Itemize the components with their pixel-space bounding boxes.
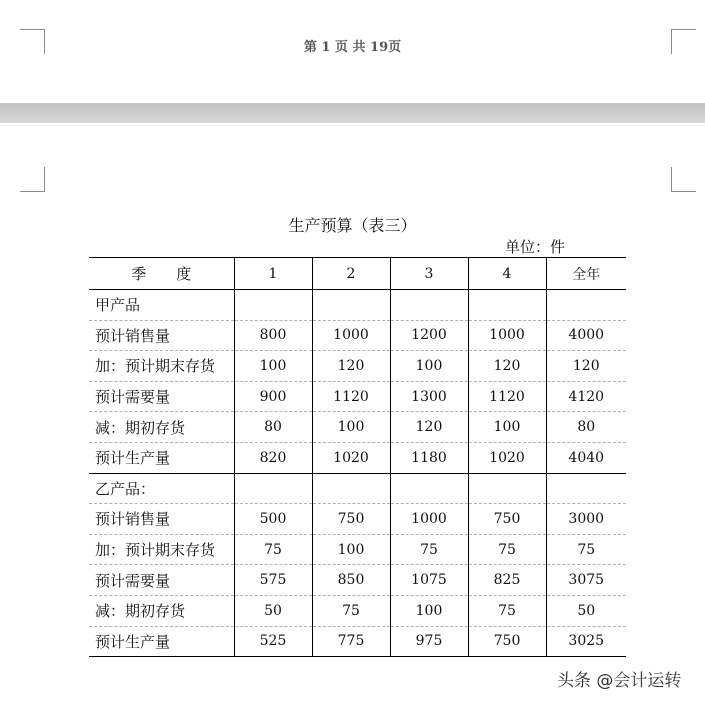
- table-cell: 100: [312, 534, 390, 565]
- row-label: 预计生产量: [89, 442, 234, 473]
- column-header: 1: [234, 258, 312, 290]
- table-cell: [390, 473, 468, 504]
- table-cell: 850: [312, 565, 390, 596]
- table-cell: 1000: [390, 504, 468, 535]
- table-cell: 75: [234, 534, 312, 565]
- table-cell: [468, 290, 546, 321]
- table-cell: [546, 290, 626, 321]
- table-cell: 4120: [546, 381, 626, 412]
- table-cell: 75: [468, 534, 546, 565]
- document-title: 生产预算（表三）: [288, 216, 417, 235]
- column-header: 全年: [546, 258, 626, 290]
- column-header: 4: [468, 258, 546, 290]
- table-cell: 1000: [312, 320, 390, 351]
- table-cell: [546, 473, 626, 504]
- table-cell: 800: [234, 320, 312, 351]
- table-row: [89, 534, 626, 565]
- table-row: [89, 351, 626, 382]
- unit-label: 单位：件: [505, 238, 566, 256]
- table-row: [89, 442, 626, 473]
- page-corner-mark: [671, 167, 696, 192]
- table-cell: [468, 473, 546, 504]
- table-cell: 3000: [546, 504, 626, 535]
- table-cell: 820: [234, 442, 312, 473]
- table-cell: 100: [234, 351, 312, 382]
- row-label: 甲产品: [89, 290, 234, 321]
- table-cell: 50: [234, 595, 312, 626]
- table-cell: 120: [312, 351, 390, 382]
- table-cell: 3025: [546, 626, 626, 657]
- page-corner-mark: [20, 167, 45, 192]
- row-label: 乙产品：: [89, 473, 234, 504]
- table-cell: [390, 290, 468, 321]
- table-cell: 75: [390, 534, 468, 565]
- table-cell: 4000: [546, 320, 626, 351]
- table-cell: 4040: [546, 442, 626, 473]
- row-label: 减：期初存货: [89, 412, 234, 443]
- table-cell: 100: [390, 595, 468, 626]
- table-cell: 575: [234, 565, 312, 596]
- column-header: 2: [312, 258, 390, 290]
- table-cell: 500: [234, 504, 312, 535]
- column-header: 3: [390, 258, 468, 290]
- row-label: 加：预计期末存货: [89, 534, 234, 565]
- table-cell: 975: [390, 626, 468, 657]
- table-cell: 1020: [468, 442, 546, 473]
- table-cell: 75: [546, 534, 626, 565]
- column-header: 季 度: [89, 258, 234, 290]
- table-row: [89, 626, 626, 657]
- table-cell: 120: [546, 351, 626, 382]
- table-row: [89, 381, 626, 412]
- table-cell: [234, 473, 312, 504]
- row-label: 预计需要量: [89, 381, 234, 412]
- table-cell: 525: [234, 626, 312, 657]
- row-label: 加：预计期末存货: [89, 351, 234, 382]
- table-cell: 750: [468, 504, 546, 535]
- row-label: 预计需要量: [89, 565, 234, 596]
- table-cell: 75: [468, 595, 546, 626]
- table-cell: 100: [390, 351, 468, 382]
- table-row: [89, 320, 626, 351]
- table-cell: [312, 473, 390, 504]
- production-budget-table: [89, 257, 626, 657]
- table-cell: 50: [546, 595, 626, 626]
- page-number-header: 第 1 页 共 19页: [303, 40, 402, 55]
- table-cell: 75: [312, 595, 390, 626]
- table-cell: 1120: [312, 381, 390, 412]
- table-cell: 3075: [546, 565, 626, 596]
- row-label: 减：期初存货: [89, 595, 234, 626]
- table-cell: 80: [234, 412, 312, 443]
- watermark: 头条 @会计运转: [557, 671, 682, 691]
- table-cell: 1120: [468, 381, 546, 412]
- table-cell: 1020: [312, 442, 390, 473]
- table-row: [89, 565, 626, 596]
- table-row: [89, 595, 626, 626]
- table-cell: 100: [312, 412, 390, 443]
- table-row: [89, 473, 626, 504]
- table-cell: 1180: [390, 442, 468, 473]
- table-cell: 1000: [468, 320, 546, 351]
- table-cell: 100: [468, 412, 546, 443]
- table-cell: [312, 290, 390, 321]
- row-label: 预计生产量: [89, 626, 234, 657]
- table-cell: 1075: [390, 565, 468, 596]
- table-cell: 900: [234, 381, 312, 412]
- table-cell: 1300: [390, 381, 468, 412]
- table-cell: 80: [546, 412, 626, 443]
- table-cell: 750: [312, 504, 390, 535]
- table-cell: 120: [390, 412, 468, 443]
- table-cell: [234, 290, 312, 321]
- table-cell: 750: [468, 626, 546, 657]
- table-header-row: [89, 258, 626, 290]
- table-cell: 120: [468, 351, 546, 382]
- table-cell: 775: [312, 626, 390, 657]
- page-separator: [0, 103, 705, 123]
- table-row: [89, 290, 626, 321]
- row-label: 预计销售量: [89, 320, 234, 351]
- table-cell: 825: [468, 565, 546, 596]
- table-cell: 1200: [390, 320, 468, 351]
- row-label: 预计销售量: [89, 504, 234, 535]
- table-row: [89, 504, 626, 535]
- table-row: [89, 412, 626, 443]
